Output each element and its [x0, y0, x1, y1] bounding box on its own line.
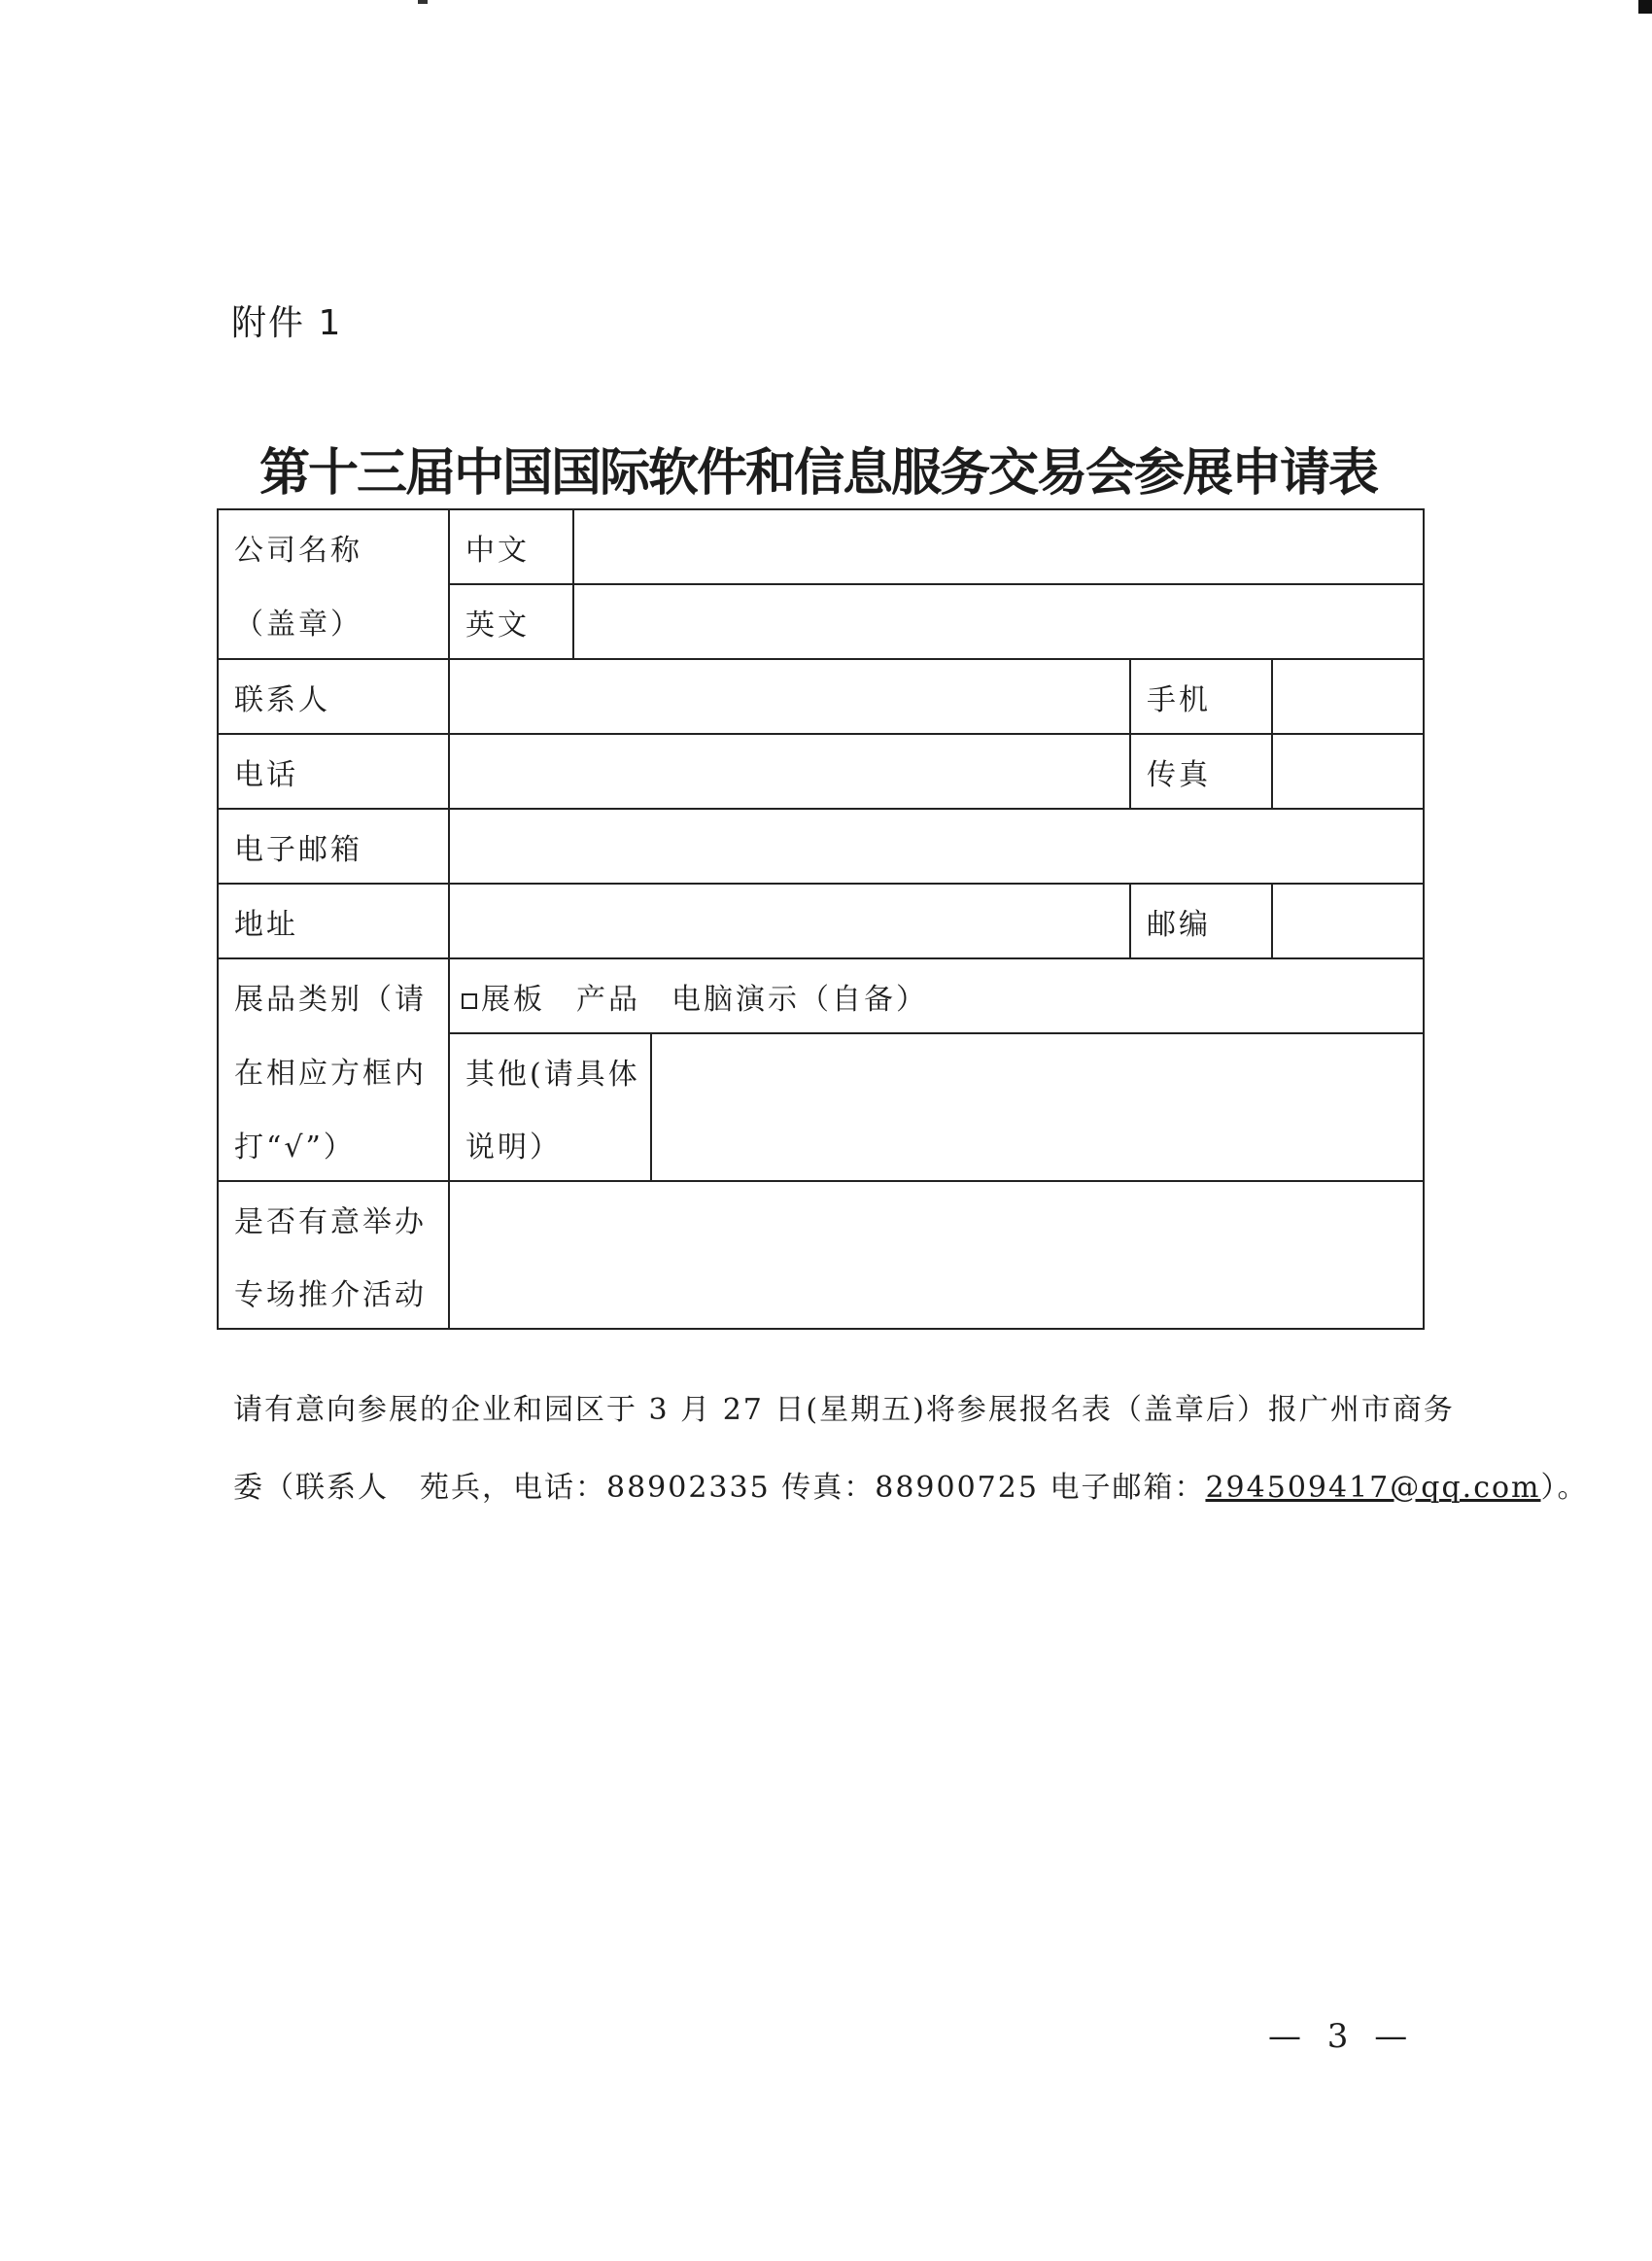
other-label-line2: 说明）: [449, 1107, 651, 1181]
category-label-line1: 展品类别（请: [218, 958, 449, 1033]
row-promo-1: [218, 1181, 1424, 1255]
row-phone: [218, 734, 1424, 809]
promo-activity-field[interactable]: [449, 1181, 1424, 1329]
mobile-label: 手机: [1130, 659, 1272, 734]
note-line-2-suffix: ）。: [1540, 1471, 1589, 1505]
option-demo-label: 电脑演示（自备）: [671, 982, 928, 1017]
scan-edge-mark: [418, 0, 428, 4]
company-name-label: 公司名称: [218, 509, 449, 584]
contact-label: 联系人: [218, 659, 449, 734]
category-options: [449, 958, 1424, 1033]
category-label-line2: 在相应方框内: [218, 1033, 449, 1107]
address-label: 地址: [218, 884, 449, 958]
english-label: 英文: [449, 584, 573, 659]
promo-label-line1: 是否有意举办: [218, 1181, 449, 1255]
email-label: 电子邮箱: [218, 809, 449, 884]
option-board-label: 展板: [481, 982, 545, 1017]
note-line-1: 请有意向参展的企业和园区于 3 月 27 日(星期五)将参展报名表（盖章后）报广州市商务: [233, 1393, 1455, 1427]
chinese-label: 中文: [449, 509, 573, 584]
board-checkbox[interactable]: [462, 993, 477, 1009]
category-label-line3: 打“√”）: [218, 1107, 449, 1181]
email-field[interactable]: [449, 809, 1424, 884]
address-field[interactable]: [449, 884, 1130, 958]
note-line-2-prefix: 委（联系人 苑兵，电话：88902335 传真：88900725 电子邮箱：: [233, 1471, 1206, 1505]
row-company-chinese: [218, 509, 1424, 584]
attachment-label: 附件 1: [231, 303, 343, 343]
option-product-label: 产品: [576, 982, 640, 1017]
row-address: [218, 884, 1424, 958]
row-category-options: [218, 958, 1424, 1033]
company-seal-label: （盖章）: [218, 584, 449, 659]
form-title: 第十三届中国国际软件和信息服务交易会参展申请表: [258, 443, 1377, 503]
other-label-line1: 其他(请具体: [449, 1033, 651, 1107]
note-line-2: [233, 1463, 1589, 1506]
row-email: [218, 809, 1424, 884]
fax-field[interactable]: [1272, 734, 1424, 809]
phone-label: 电话: [218, 734, 449, 809]
row-category-other-1: [218, 1033, 1424, 1107]
company-name-english-field[interactable]: [573, 584, 1424, 659]
phone-field[interactable]: [449, 734, 1130, 809]
row-company-english: [218, 584, 1424, 659]
fax-label: 传真: [1130, 734, 1272, 809]
postcode-field[interactable]: [1272, 884, 1424, 958]
mobile-field[interactable]: [1272, 659, 1424, 734]
contact-field[interactable]: [449, 659, 1130, 734]
contact-email-link[interactable]: 294509417@qq.com: [1205, 1471, 1541, 1505]
promo-label-line2: 专场推介活动: [218, 1255, 449, 1329]
company-name-chinese-field[interactable]: [573, 509, 1424, 584]
postcode-label: 邮编: [1130, 884, 1272, 958]
page-number: — 3 —: [1268, 2017, 1416, 2056]
other-description-field[interactable]: [651, 1033, 1424, 1181]
application-form-table: [217, 508, 1425, 1330]
scan-corner-mark: [1638, 0, 1652, 14]
row-contact: [218, 659, 1424, 734]
